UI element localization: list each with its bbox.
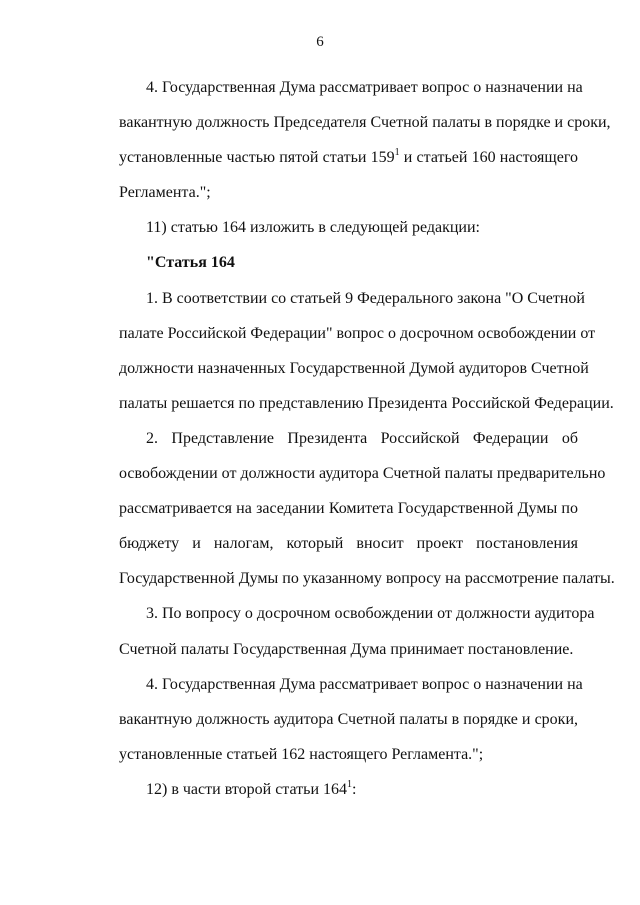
- text-line: [119, 140, 578, 175]
- text-segment: установленные частью пятой статьи 159: [119, 149, 395, 167]
- text-segment: 12) в части второй статьи 164: [146, 780, 348, 798]
- text-line-content: Счетной палаты Государственная Дума принимает постановление.: [119, 640, 574, 658]
- text-line: [119, 105, 611, 140]
- text-line: [119, 386, 614, 421]
- text-line: [119, 316, 596, 351]
- text-line: [119, 421, 578, 456]
- text-line-content: 2. Представление Президента Российской Федерации об: [146, 429, 578, 447]
- text-line-content: 1. В соответствии со статьей 9 Федерального закона "О Счетной: [146, 289, 585, 307]
- text-line-content: бюджету и налогам, который вносит проект постановления: [119, 535, 578, 553]
- text-line: [119, 702, 578, 737]
- text-segment: :: [352, 780, 357, 798]
- text-line: [119, 175, 578, 210]
- page-number: 6: [316, 34, 324, 50]
- text-line: [119, 245, 578, 280]
- text-line: [119, 210, 578, 245]
- text-line-content: Государственной Думы по указанному вопросу на рассмотрение палаты.: [119, 570, 615, 588]
- text-line: [119, 526, 578, 561]
- text-line: [119, 351, 589, 386]
- text-segment: и статьей 160 настоящего: [399, 149, 578, 167]
- text-line-content: установленные статьей 162 настоящего Регламента.";: [119, 745, 484, 763]
- text-line: [119, 596, 595, 631]
- text-line-content: 3. По вопросу о досрочном освобождении от должности аудитора: [146, 605, 595, 623]
- superscript: 1: [394, 147, 400, 159]
- text-line: [119, 561, 615, 596]
- text-line-content: Регламента.";: [119, 184, 211, 202]
- text-line: [119, 772, 578, 807]
- text-line: [119, 281, 585, 316]
- text-line: [119, 667, 583, 702]
- text-line: [119, 456, 606, 491]
- text-line: [119, 737, 578, 772]
- text-line-content: палате Российской Федерации" вопрос о досрочном освобождении от: [119, 324, 596, 342]
- text-line: [119, 491, 578, 526]
- text-line: [119, 632, 578, 667]
- text-line-content: вакантную должность аудитора Счетной палаты в порядке и сроки,: [119, 710, 578, 728]
- text-line-content: 4. Государственная Дума рассматривает вопрос о назначении на: [146, 675, 583, 693]
- text-line-content: должности назначенных Государственной Думой аудиторов Счетной: [119, 359, 589, 377]
- text-line-content: вакантную должность Председателя Счетной палаты в порядке и сроки,: [119, 114, 611, 132]
- text-line-content: освобождении от должности аудитора Счетной палаты предварительно: [119, 465, 606, 483]
- text-line-content: 4. Государственная Дума рассматривает вопрос о назначении на: [146, 79, 583, 96]
- superscript: 1: [347, 778, 353, 790]
- text-line: [119, 70, 583, 105]
- text-line-content: "Статья 164: [146, 254, 235, 272]
- text-line-content: 11) статью 164 изложить в следующей редакции:: [146, 219, 480, 237]
- text-line-content: рассматривается на заседании Комитета Государственной Думы по: [119, 500, 578, 518]
- text-line-content: [119, 140, 578, 175]
- text-line-content: палаты решается по представлению Президента Российской Федерации.: [119, 394, 614, 412]
- text-line-content: [146, 772, 356, 807]
- document-body: [119, 70, 615, 807]
